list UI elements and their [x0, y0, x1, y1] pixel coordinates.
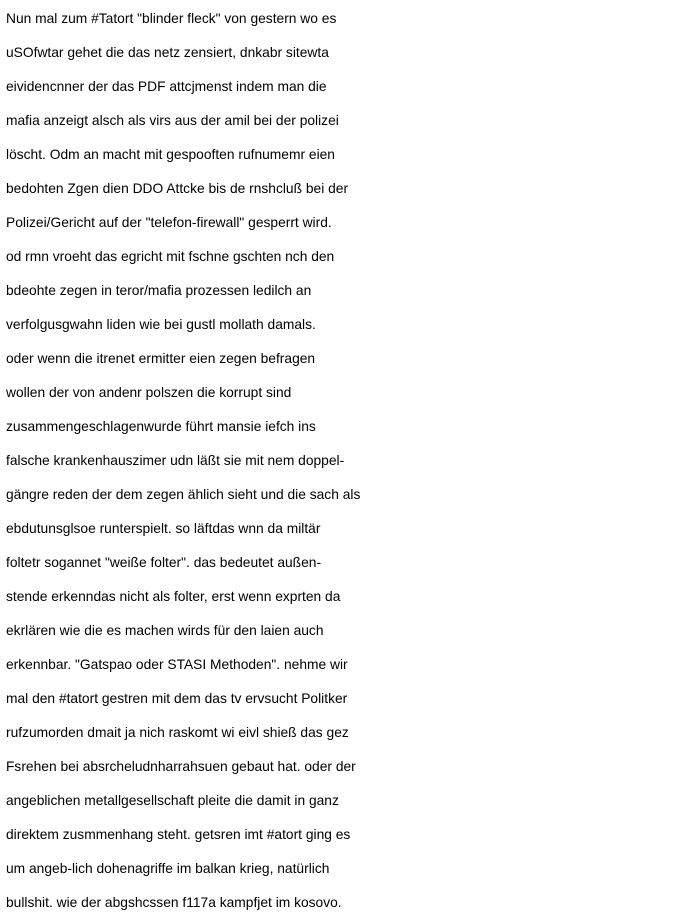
text-line-6: bedohten Zgen dien DDO Attcke bis de rnshcluß bei der: [6, 181, 349, 196]
text-line-7: Polizei/Gericht auf der "telefon-firewall" gesperrt wird.: [6, 215, 332, 230]
text-line-3: eividencnner der das PDF attcjmenst indem man die: [6, 79, 327, 94]
text-line-23: Fsrehen bei absrcheludnharrahsuen gebaut hat. oder der: [6, 759, 356, 774]
text-line-24: angeblichen metallgesellschaft pleite die damit in ganz: [6, 793, 339, 808]
text-line-22: rufzumorden dmait ja nich raskomt wi eivl shieß das gez: [6, 725, 349, 740]
text-line-19: ekrlären wie die es machen wirds für den laien auch: [6, 623, 324, 638]
text-line-18: stende erkenndas nicht als folter, erst wenn exprten da: [6, 589, 341, 604]
text-line-8: od rmn vroeht das egricht mit fschne gschten nch den: [6, 249, 335, 264]
text-line-9: bdeohte zegen in teror/mafia prozessen ledilch an: [6, 283, 312, 298]
text-line-4: mafia anzeigt alsch als virs aus der amil bei der polizei: [6, 113, 339, 128]
text-line-13: zusammengeschlagenwurde führt mansie iefch ins: [6, 419, 316, 434]
text-line-27: bullshit. wie der abgshcssen f117a kampfjet im kosovo.: [6, 895, 342, 910]
text-line-14: falsche krankenhauszimer udn läßt sie mit nem doppel-: [6, 453, 345, 468]
text-line-5: löscht. Odm an macht mit gespooften rufnumemr eien: [6, 147, 335, 162]
text-line-2: uSOfwtar gehet die das netz zensiert, dnkabr sitewta: [6, 45, 329, 60]
text-line-10: verfolgusgwahn liden wie bei gustl mollath damals.: [6, 317, 316, 332]
text-line-21: mal den #tatort gestren mit dem das tv ervsucht Politker: [6, 691, 348, 706]
text-line-12: wollen der von andenr polszen die korrupt sind: [6, 385, 292, 400]
text-line-11: oder wenn die itrenet ermitter eien zegen befragen: [6, 351, 316, 366]
text-line-16: ebdutunsglsoe runterspielt. so läftdas wnn da miltär: [6, 521, 321, 536]
text-line-20: erkennbar. "Gatspao oder STASI Methoden". nehme wir: [6, 657, 348, 672]
text-body: [6, 2, 682, 920]
text-line-17: foltetr sogannet "weiße folter". das bedeutet außen-: [6, 555, 322, 570]
text-line-25: direktem zusmmenhang steht. getsren imt #atort ging es: [6, 827, 351, 842]
text-line-1: Nun mal zum #Tatort "blinder fleck" von gestern wo es: [6, 11, 337, 26]
text-line-15: gängre reden der dem zegen ählich sieht und die sach als: [6, 487, 361, 502]
text-line-26: um angeb-lich dohenagriffe im balkan krieg, natürlich: [6, 861, 330, 876]
